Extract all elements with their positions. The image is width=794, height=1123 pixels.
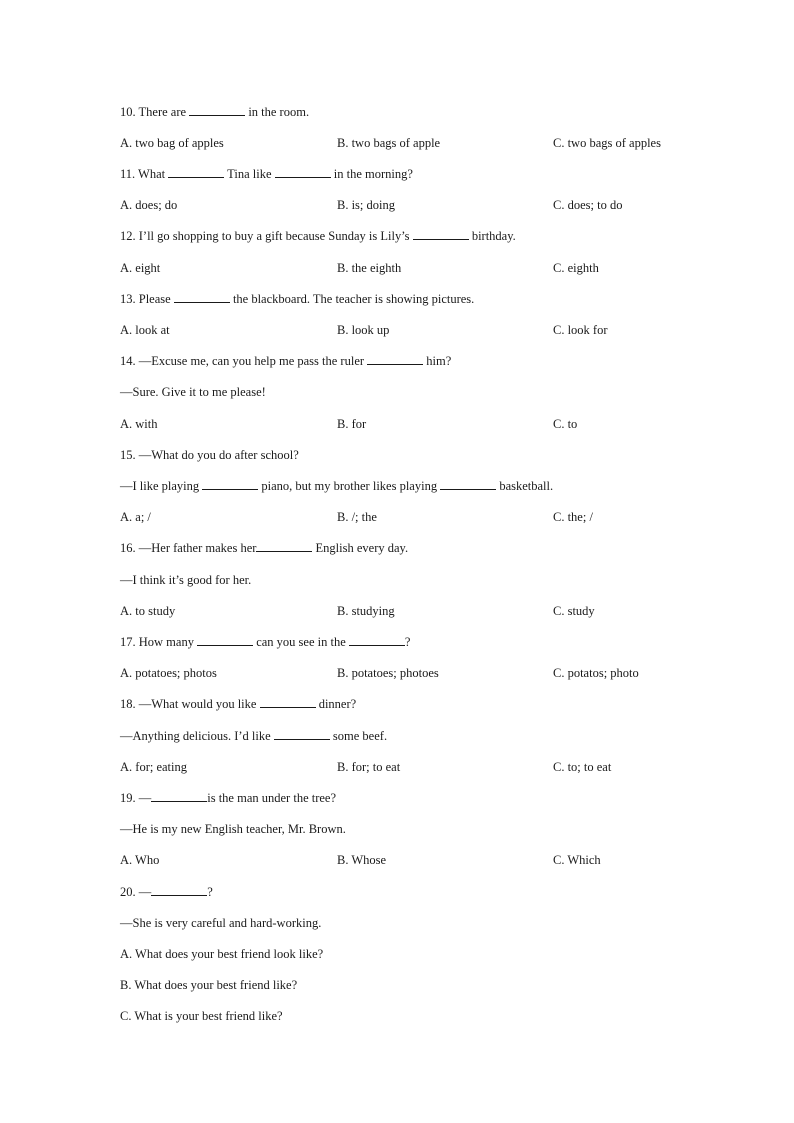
question-text: Tina like [224,167,275,181]
question-text: 11. What [120,167,169,181]
question-text: in the morning? [330,167,413,181]
option-a[interactable]: A. does; do [120,198,178,212]
question-text: ? [404,635,411,649]
question-text: 16. —Her father makes her [120,541,257,555]
answer-blank[interactable] [260,696,316,708]
question-text: 15. —What do you do after school? [120,448,299,462]
option-c[interactable]: C. study [553,604,595,618]
answer-blank[interactable] [367,353,423,365]
option-b[interactable]: B. Whose [337,853,387,867]
question-text: can you see in the [253,635,349,649]
option-c[interactable]: C. Which [553,853,601,867]
option-a[interactable]: A. for; eating [120,760,187,774]
option-b[interactable]: B. the eighth [337,261,402,275]
question-text: 18. —What would you like [120,697,260,711]
option-c[interactable]: C. does; to do [553,198,623,212]
question-text: 19. — [120,791,152,805]
option-a[interactable]: A. look at [120,323,170,337]
dialogue-reply: —Sure. Give it to me please! [120,385,266,399]
question-16 [120,539,408,557]
option-b[interactable]: B. look up [337,323,390,337]
option-c[interactable]: C. eighth [553,261,599,275]
reply-text: —I like playing [120,479,203,493]
question-14 [120,352,451,370]
question-13 [120,290,474,308]
answer-blank[interactable] [440,478,496,490]
option-b[interactable]: B. two bags of apple [337,136,441,150]
option-a[interactable]: A. eight [120,261,161,275]
answer-blank[interactable] [174,291,230,303]
question-12 [120,227,516,245]
option-c[interactable]: C. two bags of apples [553,136,661,150]
option-c[interactable]: C. to; to eat [553,760,612,774]
reply-text: —Anything delicious. I’d like [120,729,274,743]
option-a[interactable]: A. What does your best friend look like? [120,947,324,961]
question-text: 13. Please [120,292,174,306]
question-text: 20. — [120,885,152,899]
dialogue-reply [120,727,387,745]
option-a[interactable]: A. two bag of apples [120,136,224,150]
reply-text: some beef. [329,729,388,743]
option-a[interactable]: A. to study [120,604,176,618]
question-text: dinner? [315,697,357,711]
dialogue-reply: —She is very careful and hard-working. [120,916,322,930]
answer-blank[interactable] [168,166,224,178]
option-c[interactable]: C. potatos; photo [553,666,639,680]
option-b[interactable]: B. is; doing [337,198,395,212]
option-b[interactable]: B. for; to eat [337,760,401,774]
question-15 [120,446,299,464]
dialogue-reply: —He is my new English teacher, Mr. Brown. [120,822,346,836]
question-11 [120,165,413,183]
answer-blank[interactable] [151,884,207,896]
question-text: 14. —Excuse me, can you help me pass the ruler [120,354,368,368]
question-text: 12. I’ll go shopping to buy a gift because Sunday is Lily’s [120,229,413,243]
option-c[interactable]: C. to [553,417,578,431]
option-a[interactable]: A. potatoes; photos [120,666,217,680]
option-c[interactable]: C. look for [553,323,608,337]
answer-blank[interactable] [197,634,253,646]
question-19 [120,789,336,807]
question-text: is the man under the tree? [207,791,337,805]
question-text: 10. There are [120,105,190,119]
answer-blank[interactable] [256,540,312,552]
option-a[interactable]: A. a; / [120,510,151,524]
question-20 [120,883,213,901]
option-b[interactable]: B. potatoes; photoes [337,666,439,680]
option-a[interactable]: A. Who [120,853,160,867]
answer-blank[interactable] [274,728,330,740]
question-text: English every day. [312,541,409,555]
answer-blank[interactable] [413,228,469,240]
question-text: birthday. [468,229,516,243]
dialogue-reply: —I think it’s good for her. [120,573,252,587]
option-a[interactable]: A. with [120,417,158,431]
question-text: in the room. [245,105,310,119]
answer-blank[interactable] [202,478,258,490]
answer-blank[interactable] [275,166,331,178]
question-17 [120,633,410,651]
question-18 [120,695,356,713]
option-c[interactable]: C. the; / [553,510,593,524]
option-b[interactable]: B. for [337,417,367,431]
question-text: him? [423,354,452,368]
reply-text: piano, but my brother likes playing [258,479,441,493]
option-b[interactable]: B. studying [337,604,395,618]
option-c[interactable]: C. What is your best friend like? [120,1009,283,1023]
answer-blank[interactable] [189,104,245,116]
answer-blank[interactable] [349,634,405,646]
dialogue-reply [120,477,553,495]
question-10 [120,103,309,121]
reply-text: basketball. [496,479,554,493]
option-b[interactable]: B. What does your best friend like? [120,978,298,992]
option-b[interactable]: B. /; the [337,510,377,524]
question-text: the blackboard. The teacher is showing pictures. [229,292,475,306]
answer-blank[interactable] [151,790,207,802]
question-text: 17. How many [120,635,198,649]
question-text: ? [207,885,213,899]
